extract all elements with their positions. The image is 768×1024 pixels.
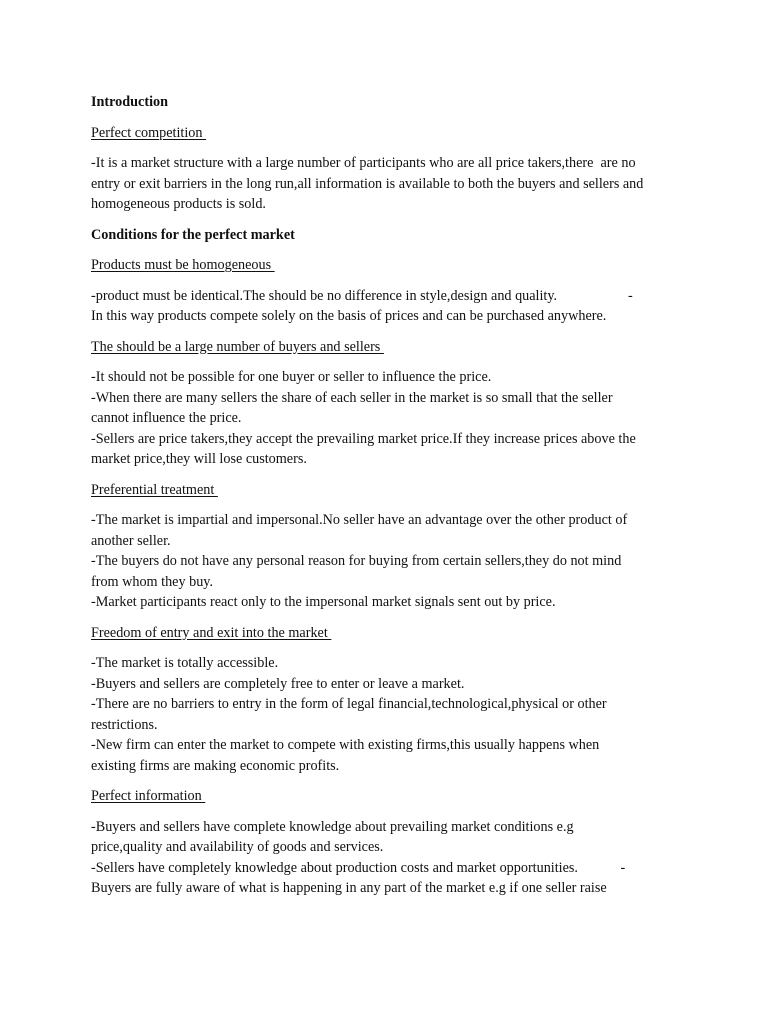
paragraph-line: -Buyers and sellers have complete knowledge about prevailing market conditions e.g — [91, 818, 574, 835]
section-paragraph — [91, 510, 691, 613]
section-heading: Perfect competition — [91, 124, 207, 141]
paragraph-line: -When there are many sellers the share of each seller in the market is so small that the seller — [91, 389, 613, 406]
section-paragraph — [91, 286, 691, 327]
paragraph-line: -The market is totally accessible. — [91, 655, 279, 671]
paragraph-line: another seller. — [91, 532, 171, 549]
section-heading: Preferential treatment — [91, 481, 218, 498]
paragraph-line: -Buyers and sellers are completely free to enter or leave a market. — [91, 675, 465, 692]
paragraph-line: entry or exit barriers in the long run,all information is available to both the buyers and sellers and — [91, 175, 644, 192]
paragraph-line: Buyers are fully aware of what is happening in any part of the market e.g if one seller raise — [91, 880, 607, 896]
section-heading: Perfect information — [91, 788, 206, 804]
paragraph-line: -There are no barriers to entry in the form of legal financial,technological,physical or other — [91, 696, 607, 712]
paragraph-line: -The buyers do not have any personal reason for buying from certain sellers,they do not mind — [91, 553, 622, 569]
section-paragraph — [91, 153, 691, 215]
section-paragraph — [91, 653, 691, 776]
section-heading: The should be a large number of buyers and sellers — [91, 338, 384, 355]
document-body — [91, 123, 691, 899]
document-page — [91, 92, 691, 909]
paragraph-line: -It should not be possible for one buyer or seller to influence the price. — [91, 369, 492, 385]
paragraph-line: price,quality and availability of goods and services. — [91, 839, 384, 855]
document-title: Introduction — [91, 94, 168, 110]
section-paragraph — [91, 367, 691, 470]
paragraph-line: -New firm can enter the market to compete with existing firms,this usually happens when — [91, 737, 600, 753]
paragraph-line: from whom they buy. — [91, 573, 214, 590]
paragraph-line: homogeneous products is sold. — [91, 196, 266, 212]
paragraph-line: cannot influence the price. — [91, 410, 242, 426]
paragraph-line: -Sellers have completely knowledge about production costs and market opportunities. - — [91, 859, 626, 876]
paragraph-line: market price,they will lose customers. — [91, 451, 307, 467]
paragraph-line: existing firms are making economic profits. — [91, 757, 340, 774]
paragraph-line: -Market participants react only to the impersonal market signals sent out by price. — [91, 594, 556, 610]
paragraph-line: -Sellers are price takers,they accept the prevailing market price.If they increase prices above the — [91, 430, 636, 447]
paragraph-line: restrictions. — [91, 716, 158, 733]
paragraph-line: In this way products compete solely on the basis of prices and can be purchased anywhere. — [91, 308, 607, 324]
section-heading: Products must be homogeneous — [91, 257, 275, 273]
section-heading: Freedom of entry and exit into the market — [91, 624, 332, 641]
section-paragraph — [91, 817, 691, 899]
paragraph-line: -It is a market structure with a large number of participants who are all price takers,there are no — [91, 155, 636, 171]
paragraph-line: -The market is impartial and impersonal.No seller have an advantage over the other product of — [91, 512, 628, 528]
paragraph-line: -product must be identical.The should be no difference in style,design and quality. - — [91, 287, 633, 304]
section-heading: Conditions for the perfect market — [91, 226, 295, 243]
